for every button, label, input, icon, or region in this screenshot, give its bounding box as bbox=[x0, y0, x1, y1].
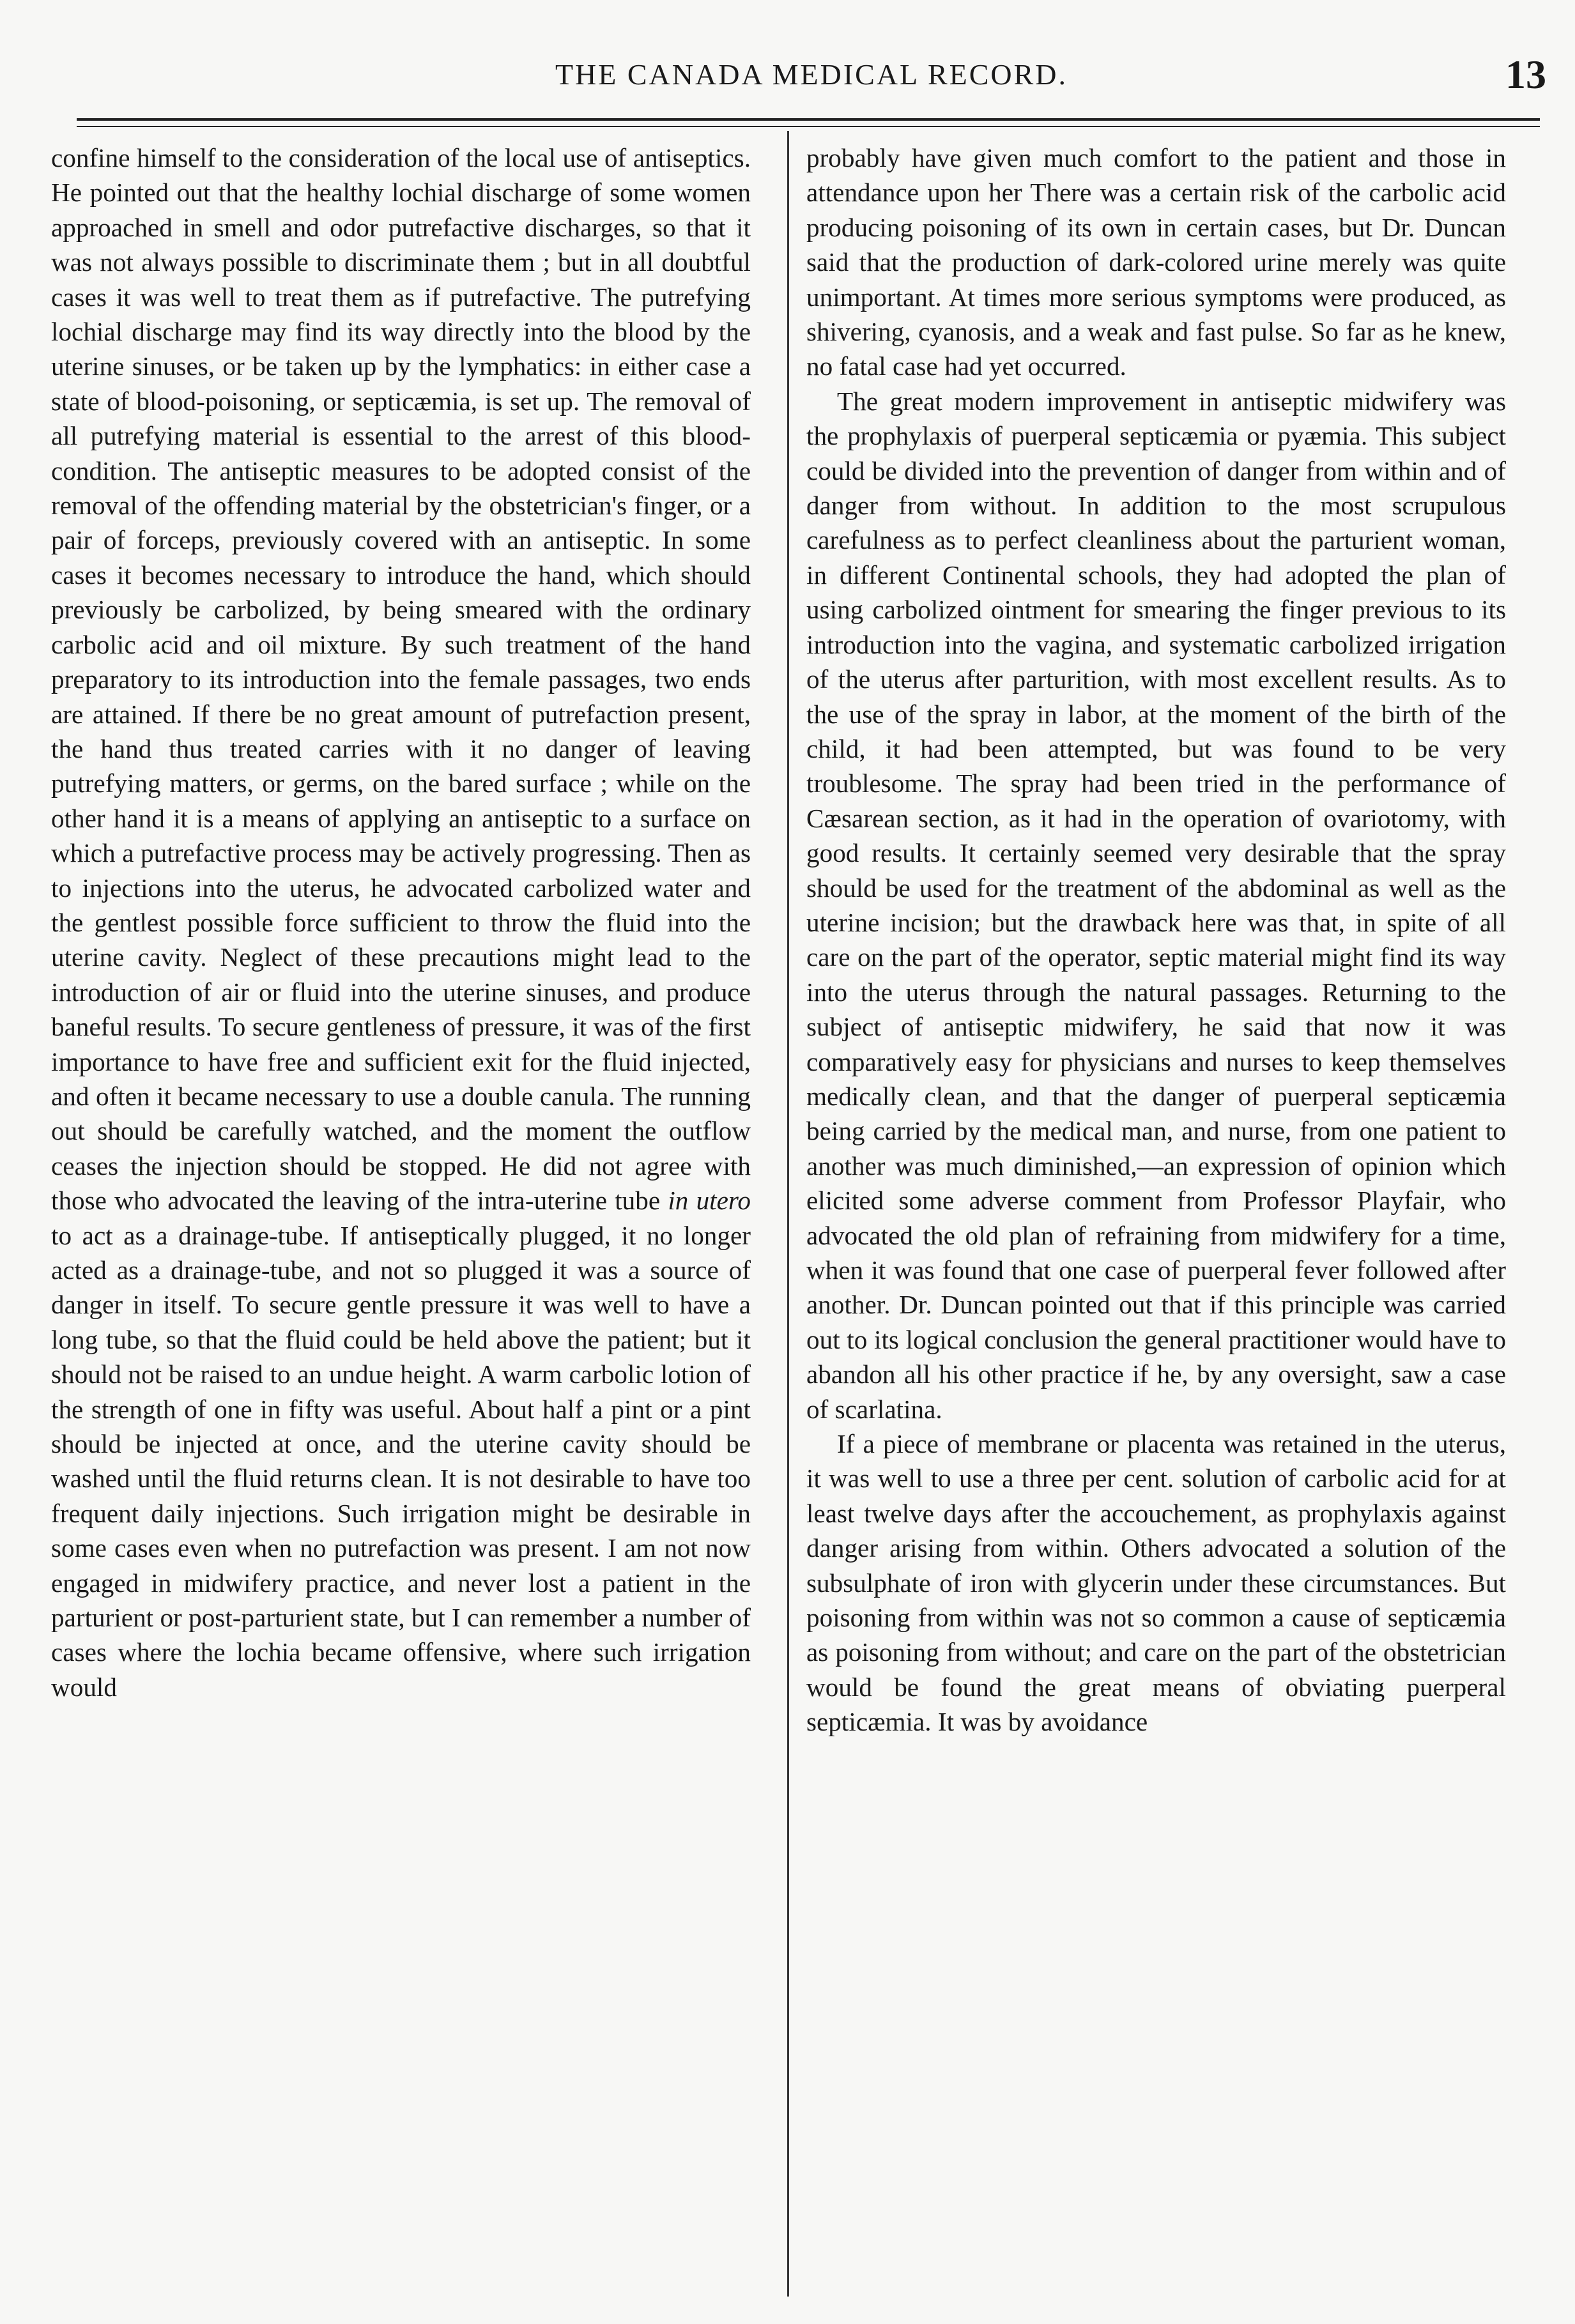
header-rule-thin bbox=[77, 126, 1540, 127]
running-title: THE CANADA MEDICAL RECORD. bbox=[555, 58, 1068, 91]
paragraph: The great modern improvement in antiseptic midwifery was the prophylaxis of puerperal septicæmia or pyæmia. This subject could be divided into the prevention of danger from within and of danger from without. In addition to the most scrupulous carefulness as to perfect cleanliness about the parturient woman, in different Continental schools, they had adopted the plan of using carbolized ointment for smearing the finger previous to its introduction into the vagina, and systematic carbolized irrigation of the uterus after parturition, with most excellent results. As to the use of the spray in labor, at the moment of the birth of the child, it had been attempted, but was found to be very troublesome. The spray had been tried in the performance of Cæsarean section, as it had in the operation of ovariotomy, with good results. It certainly seemed very desirable that the spray should be used for the treatment of the abdominal as well as the uterine incision; but the drawback here was that, in spite of all care on the part of the operator, septic material might find its way into the uterus through the natural passages. Returning to the subject of antiseptic midwifery, he said that now it was comparatively easy for physicians and nurses to keep themselves medically clean, and that the danger of puerperal septicæmia being carried by the medical man, and nurse, from one patient to another was much diminished,—an expression of opinion which elicited some adverse comment from Professor Playfair, who advocated the old plan of refraining from midwifery for a time, when it was found that one case of puerperal fever followed after another. Dr. Duncan pointed out that if this principle was carried out to its logical conclusion the general practitioner would have to abandon all his other practice if he, by any oversight, saw a case of scarlatina. bbox=[806, 386, 1506, 1424]
page-header bbox=[77, 51, 1546, 115]
column-divider bbox=[787, 131, 789, 2297]
paragraph-text: confine himself to the consideration of the local use of antiseptics. He pointed out that the healthy lochial discharge of some women approached in smell and odor putrefactive discharges, so that it was not always possible to discriminate them ; but in all doubtful cases it was well to treat them as if putrefactive. The putrefying lochial discharge may find its way directly into the blood by the uterine sinuses, or be taken up by the lymphatics: in either case a state of blood-poisoning, or septicæmia, is set up. The removal of all putrefying material is essential to the arrest of this blood-condition. The antiseptic measures to be adopted consist of the removal of the offending material by the obstetrician's finger, or a pair of forceps, previously covered with an antiseptic. In some cases it becomes necessary to introduce the hand, which should previously be carbolized, by being smeared with the ordinary carbolic acid and oil mixture. By such treatment of the hand preparatory to its introduction into the female passages, two ends are attained. If there be no great amount of putrefaction present, the hand thus treated carries with it no danger of leaving putrefying matters, or germs, on the bared surface ; while on the other hand it is a means of applying an antiseptic to a surface on which a putrefactive process may be actively progressing. Then as to injections into the uterus, he advocated carbolized water and the gentlest possible force sufficient to throw the fluid into the uterine cavity. Neglect of these precautions might lead to the introduction of air or fluid into the uterine sinuses, and produce baneful results. To secure gentleness of pressure, it was of the first importance to have free and sufficient exit for the fluid injected, and often it became necessary to use a double canula. The running out should be carefully watched, and the moment the outflow ceases the injection should be stopped. He did not agree with those who advocated the leaving of the intra-uterine tube bbox=[51, 143, 751, 1216]
right-column bbox=[806, 141, 1506, 1739]
paragraph: If a piece of membrane or placenta was retained in the uterus, it was well to use a three per cent. solution of carbolic acid for at least twelve days after the accouchement, as prophylaxis against danger arising from within. Others advocated a solution of the subsulphate of iron with glycerin under these circumstances. But poisoning from within was not so common a cause of septicæmia as poisoning from without; and care on the part of the obstetrician would be found the great means of obviating puerperal septicæmia. It was by avoidance bbox=[806, 1429, 1506, 1737]
header-rule bbox=[77, 118, 1540, 121]
paragraph: probably have given much comfort to the patient and those in attendance upon her There was a certain risk of the carbolic acid producing poisoning of its own in certain cases, but Dr. Duncan said that the production of dark-colored urine merely was quite unimportant. At times more serious symptoms were produced, as shivering, cyanosis, and a weak and fast pulse. So far as he knew, no fatal case had yet occurred. bbox=[806, 143, 1506, 381]
left-column bbox=[51, 141, 751, 1704]
page-number: 13 bbox=[1505, 52, 1546, 97]
italic-phrase: in utero bbox=[668, 1186, 751, 1216]
paragraph bbox=[51, 141, 751, 1704]
paragraph-text: to act as a drainage-tube. If antiseptically plugged, it no longer acted as a drainage-tube, and not so plugged it was a source of danger in itself. To secure gentle pressure it was well to have a long tube, so that the fluid could be held above the patient; but it should not be raised to an undue height. A warm carbolic lotion of the strength of one in fifty was useful. About half a pint or a pint should be injected at once, and the uterine cavity should be washed until the fluid returns clean. It is not desirable to have too frequent daily injections. Such irrigation might be desirable in some cases even when no putrefaction was present. I am not now engaged in midwifery practice, and never lost a patient in the parturient or post-parturient state, but I can remember a number of cases where the lochia became offensive, where such irrigation would bbox=[51, 1220, 751, 1702]
